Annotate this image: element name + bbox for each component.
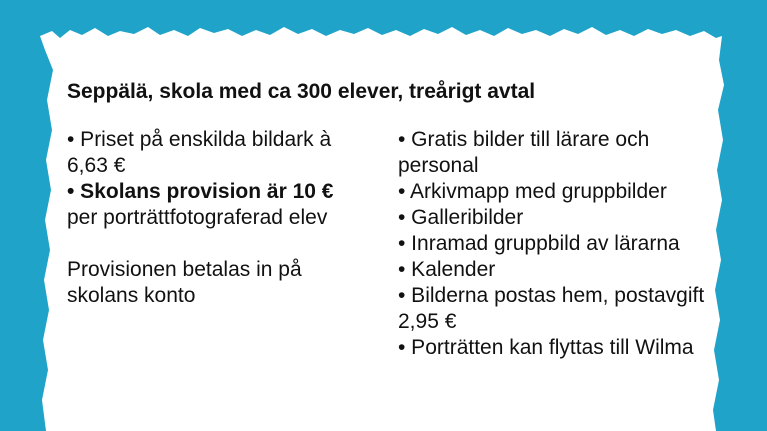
list-item: • Kalender xyxy=(398,258,496,281)
spacer xyxy=(67,231,377,257)
provision-highlight: • Skolans provision är 10 € xyxy=(67,180,334,203)
list-item: • Galleribilder xyxy=(398,206,524,229)
provision-note: Provisionen betalas in på skolans konto xyxy=(67,258,302,307)
provision-item xyxy=(67,179,377,231)
list-item: • Arkivmapp med gruppbilder xyxy=(398,180,667,203)
slide-title: Seppälä, skola med ca 300 elever, treårigt avtal xyxy=(67,80,536,103)
provision-detail: per porträttfotograferad elev xyxy=(67,206,328,229)
right-column xyxy=(398,127,718,361)
price-item: • Priset på enskilda bildark à 6,63 € xyxy=(67,128,332,177)
list-item: • Porträtten kan flyttas till Wilma xyxy=(398,336,694,359)
list-item: • Bilderna postas hem, postavgift 2,95 € xyxy=(398,284,705,333)
list-item: • Inramad gruppbild av lärarna xyxy=(398,232,680,255)
list-item: • Gratis bilder till lärare och personal xyxy=(398,128,650,177)
left-column xyxy=(67,127,377,309)
